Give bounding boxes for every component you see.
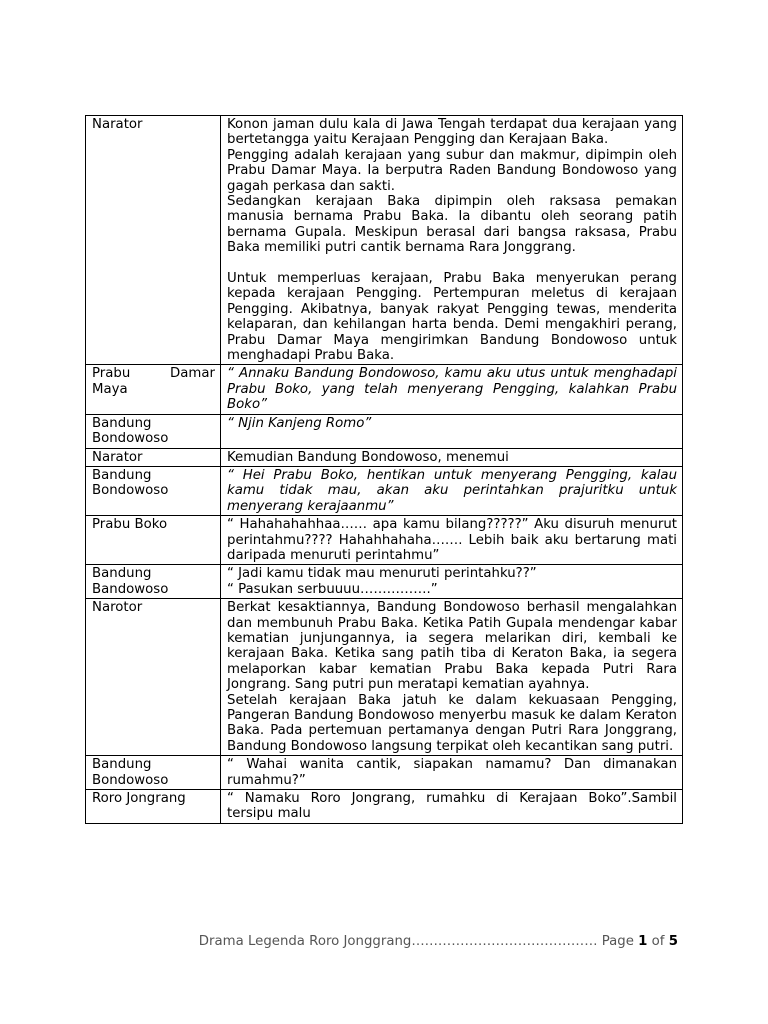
speaker-cell (86, 365, 221, 414)
speaker-cell (86, 414, 221, 448)
speaker-name: Prabu Boko (92, 517, 168, 533)
table-row (86, 516, 683, 565)
dialogue-cell (221, 599, 683, 756)
dialogue-cell (221, 790, 683, 824)
speaker-name: Bondowoso (92, 431, 169, 447)
table-row (86, 756, 683, 790)
page-footer (85, 934, 678, 949)
current-page-number: 1 (638, 934, 648, 949)
speaker-cell (86, 448, 221, 466)
dialogue-cell (221, 448, 683, 466)
speaker-name: Bondowoso (92, 483, 169, 499)
paragraph: “ Pasukan serbuuuu…………….” (227, 581, 438, 597)
dialogue-cell (221, 365, 683, 414)
dialogue-cell (221, 565, 683, 599)
paragraph: “ Annaku Bandung Bondowoso, kamu aku utus untuk menghadapi Prabu Boko, yang telah menyerang Pengging, kalahkan Prabu Boko” (227, 366, 677, 413)
speaker-name: Bandung (92, 757, 152, 773)
dialogue-cell (221, 756, 683, 790)
speaker-name: Bandung (92, 566, 152, 582)
speaker-cell (86, 565, 221, 599)
paragraph: “ Jadi kamu tidak mau menuruti perintahku??” (227, 566, 537, 582)
speaker-name: Roro Jongrang (92, 791, 186, 807)
speaker-cell (86, 116, 221, 365)
footer-of-label: of (651, 934, 665, 949)
dialogue-cell (221, 516, 683, 565)
speaker-cell (86, 516, 221, 565)
speaker-name: Bondowoso (92, 772, 169, 788)
speaker-name: Maya (92, 381, 128, 397)
paragraph: “ Hei Prabu Boko, hentikan untuk menyerang Pengging, kalau kamu tidak mau, akan aku perintahkan prajuritku untuk menyerang kerajaanmu” (227, 467, 677, 514)
footer-title: Drama Legenda Roro Jonggrang…………………………………… (198, 934, 598, 949)
paragraph: Setelah kerajaan Baka jatuh ke dalam kekuasaan Pengging, Pangeran Bandung Bondowoso menyerbu masuk ke dalam Keraton Baka. Pada pertemuan pertamanya dengan Putri Rara Jonggrang, Bandung Bondowoso langsung terpikat oleh kecantikan sang putri. (227, 692, 677, 754)
table-row (86, 414, 683, 448)
table-row (86, 466, 683, 515)
table-row (86, 599, 683, 756)
table-row (86, 365, 683, 414)
footer-page-label: Page (601, 934, 634, 949)
speaker-name: Narotor (92, 600, 143, 616)
speaker-name: Narator (92, 117, 143, 132)
dialogue-cell (221, 466, 683, 515)
speaker-name: Narator (92, 449, 143, 465)
paragraph: “ Njin Kanjeng Romo” (227, 415, 372, 431)
speaker-cell (86, 756, 221, 790)
total-pages-number: 5 (668, 934, 678, 949)
paragraph: Sedangkan kerajaan Baka dipimpin oleh raksasa pemakan manusia bernama Prabu Baka. Ia dibantu oleh seorang patih bernama Gupala. Meskipun berasal dari bangsa raksasa, Prabu Baka memiliki putri cantik bernama Rara Jonggrang. (227, 194, 677, 256)
table-row (86, 790, 683, 824)
blank-line (227, 256, 677, 271)
dialogue-cell (221, 116, 683, 365)
speaker-name: Bandung (92, 415, 152, 431)
table-row (86, 448, 683, 466)
dialogue-cell (221, 414, 683, 448)
speaker-name: Bandowoso (92, 581, 169, 597)
speaker-name: Bandung (92, 467, 152, 483)
paragraph: “ Hahahahahhaa…… apa kamu bilang?????” Aku disuruh menurut perintahmu???? Hahahhahaha……. Lebih baik aku bertarung mati daripada menuruti perintahmu” (227, 517, 677, 563)
paragraph: “ Namaku Roro Jongrang, rumahku di Kerajaan Boko”.Sambil tersipu malu (227, 791, 677, 822)
speaker-cell (86, 599, 221, 756)
speaker-name: Prabu Damar (92, 366, 215, 382)
speaker-cell (86, 466, 221, 515)
dialogue-table (85, 115, 683, 824)
table-row (86, 565, 683, 599)
paragraph: Berkat kesaktiannya, Bandung Bondowoso berhasil mengalahkan dan membunuh Prabu Baka. Ketika Patih Gupala mendengar kabar kematian junjungannya, ia segera melarikan diri, kembali ke kerajaan Baka. Ketika sang patih tiba di Keraton Baka, ia segera melaporkan kabar kematian Prabu Baka kepada Putri Rara Jongrang. Sang putri pun meratapi kematian ayahnya. (227, 600, 677, 693)
table-row (86, 116, 683, 365)
paragraph: Konon jaman dulu kala di Jawa Tengah terdapat dua kerajaan yang bertetangga yaitu Kerajaan Pengging dan Kerajaan Baka. (227, 117, 677, 148)
paragraph: Untuk memperluas kerajaan, Prabu Baka menyerukan perang kepada kerajaan Pengging. Pertempuran meletus di kerajaan Pengging. Akibatnya, banyak rakyat Pengging tewas, menderita kelaparan, dan kehilangan harta benda. Demi mengakhiri perang, Prabu Damar Maya mengirimkan Bandung Bondowoso untuk menghadapi Prabu Baka. (227, 271, 677, 364)
paragraph: Kemudian Bandung Bondowoso, menemui (227, 449, 509, 465)
speaker-cell (86, 790, 221, 824)
paragraph: “ Wahai wanita cantik, siapakan namamu? Dan dimanakan rumahmu?” (227, 757, 677, 788)
paragraph: Pengging adalah kerajaan yang subur dan makmur, dipimpin oleh Prabu Damar Maya. Ia berputra Raden Bandung Bondowoso yang gagah perkasa dan sakti. (227, 147, 677, 194)
